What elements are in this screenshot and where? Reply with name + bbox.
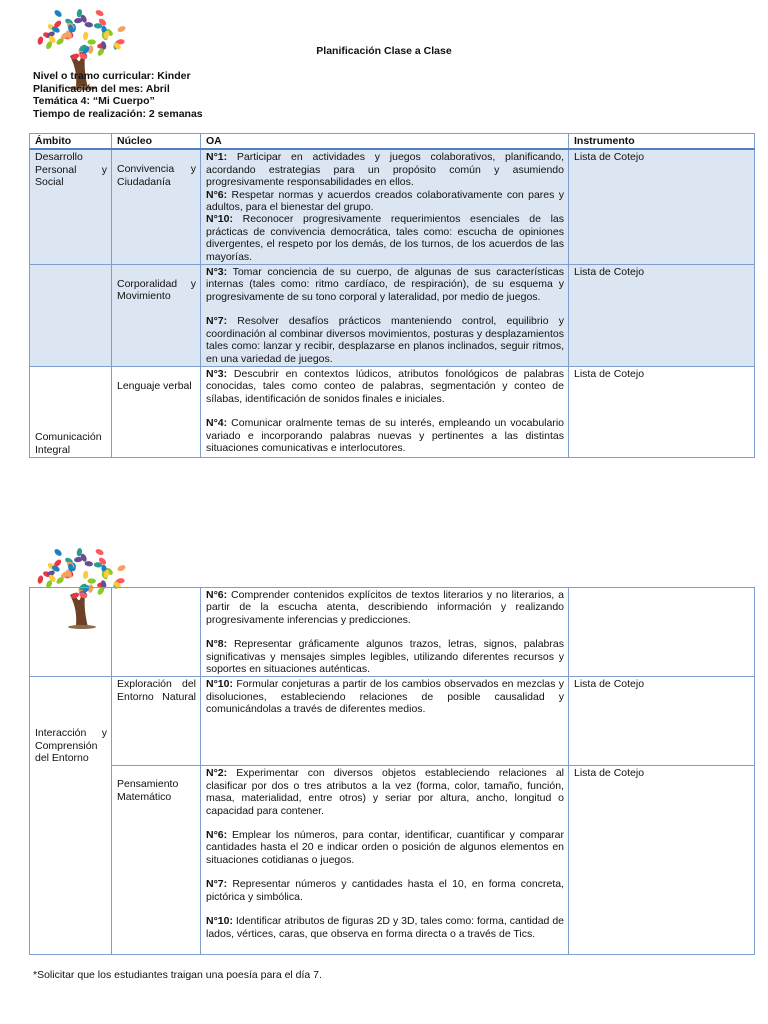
planificacion-line: Planificación del mes: Abril: [33, 82, 170, 95]
tree-leaf: [83, 31, 89, 40]
oa-item: [206, 829, 564, 866]
oa-text: Representar gráficamente algunos trazos, letras, signos, palabras significativas y mensajes simples legibles, utilizando diferentes recursos y soportes en situaciones auténticas.: [206, 638, 564, 676]
oa-number: N°1:: [206, 151, 228, 164]
tree-leaf: [84, 22, 93, 28]
oa-number: N°3:: [206, 266, 228, 279]
oa-number: N°6:: [206, 589, 228, 601]
tree-leaf: [88, 39, 96, 44]
nucleo-cell: Corporalidad y Movimiento: [112, 265, 201, 367]
instrumento-cell: Lista de Cotejo: [569, 677, 755, 766]
header-info: [33, 70, 203, 120]
instrumento-cell: Lista de Cotejo: [569, 366, 755, 457]
oa-text: Resolver desafíos prácticos manteniendo control, equilibrio y coordinación al combinar diversos movimientos, posturas y desplazamientos tales como: lanzar y recibir, desplazarse en planos inclinados, seguir ritmos, en una variedad de juegos.: [206, 315, 564, 365]
instrumento-cell: Lista de Cotejo: [569, 766, 755, 955]
nivel-line: Nivel o tramo curricular: Kinder: [33, 70, 191, 82]
tree-leaf: [117, 564, 127, 572]
oa-cell: [201, 366, 569, 457]
planning-table-2: [29, 587, 755, 955]
table-row: [30, 366, 755, 457]
tree-leaf: [37, 36, 44, 46]
tree-leaf: [95, 548, 105, 556]
oa-text: Representar números y cantidades hasta el 10, en forma concreta, pictórica y simbólica.: [206, 878, 564, 903]
oa-item: [206, 589, 564, 626]
oa-number: N°7:: [206, 315, 228, 328]
nucleo-cell: Convivencia y Ciudadanía: [112, 149, 201, 264]
ambito-cell: [30, 588, 112, 677]
table-row: [30, 588, 755, 677]
tree-leaf: [53, 9, 63, 18]
oa-item: [206, 266, 564, 303]
oa-item: [206, 638, 564, 675]
oa-text: Comprender contenidos explícitos de textos literarios y no literarios, a partir de la escucha atenta, describiendo información y realizando progresivamente inferencias y predicciones.: [206, 589, 564, 626]
oa-number: N°2:: [206, 767, 228, 780]
oa-item: [206, 315, 564, 365]
nucleo-cell: Lenguaje verbal: [112, 366, 201, 457]
oa-text: Formular conjeturas a partir de los cambios observados en mezclas y disoluciones, estableciendo relaciones de posible causalidad y comunicándolas a través de diferentes medios.: [206, 678, 564, 716]
table-row: [30, 766, 755, 955]
tree-leaf: [88, 578, 96, 583]
tematica-line: Temática 4: “Mi Cuerpo”: [33, 95, 155, 108]
tree-leaf: [83, 570, 89, 579]
oa-item: [206, 878, 564, 903]
column-header-oa: OA: [201, 134, 569, 150]
instrumento-cell: Lista de Cotejo: [569, 149, 755, 264]
planning-table-1: [29, 133, 755, 458]
nucleo-cell: Exploración del Entorno Natural: [112, 677, 201, 766]
oa-number: N°6:: [206, 188, 228, 201]
ambito-cell: Desarrollo Personal y Social: [30, 149, 112, 264]
oa-item: [206, 368, 564, 405]
table-row: [30, 149, 755, 264]
oa-item: [206, 213, 564, 263]
oa-item: [206, 189, 564, 214]
oa-item: [206, 915, 564, 940]
nucleo-cell: [112, 588, 201, 677]
oa-item: [206, 151, 564, 188]
ambito-label: Interacción y Comprensión del Entorno: [35, 727, 107, 765]
table-row: [30, 677, 755, 766]
tree-leaf: [95, 9, 105, 17]
tree-leaf: [53, 548, 63, 557]
instrumento-cell: Lista de Cotejo: [569, 265, 755, 367]
nucleo-cell: Pensamiento Matemático: [112, 766, 201, 955]
oa-number: N°6:: [206, 829, 228, 842]
oa-text: Comunicar oralmente temas de su interés, empleando un vocabulario variado e incorporando palabras nuevas y pertinentes a las distintas situaciones comunicativas e interlocutores.: [206, 417, 564, 454]
table-row: [30, 265, 755, 367]
oa-item: [206, 417, 564, 454]
oa-text: Reconocer progresivamente requerimientos esenciales de las prácticas de convivencia democrática, tales como: escucha de opiniones divergentes, el respeto por los demás, de los turnos, de los acuerdos de las mayorías.: [206, 213, 564, 263]
oa-cell: [201, 766, 569, 955]
oa-number: N°10:: [206, 915, 233, 928]
oa-text: Participar en actividades y juegos colaborativos, planificando, acordando estrategias para un propósito común y asumiendo progresivamente responsabilidades en ellos.: [206, 151, 564, 189]
oa-text: Descubrir en contextos lúdicos, atributos fonológicos de palabras conocidas, tales como conteo de palabras, segmentación y conteo de sílabas, identificación de sonidos finales e iniciales.: [206, 367, 564, 405]
oa-item: [206, 678, 564, 715]
oa-number: N°10:: [206, 678, 233, 691]
footnote: *Solicitar que los estudiantes traigan una poesía para el día 7.: [33, 969, 322, 981]
tiempo-line: Tiempo de realización: 2 semanas: [33, 107, 203, 120]
column-header-ambito: Ámbito: [30, 134, 112, 150]
oa-text: Emplear los números, para contar, identificar, cuantificar y comparar cantidades hasta el 20 e indicar orden o posición de algunos elementos en situaciones cotidianas o juegos.: [206, 829, 564, 866]
oa-cell: [201, 588, 569, 677]
oa-number: N°3:: [206, 367, 228, 380]
tree-leaf: [84, 561, 93, 567]
oa-number: N°8:: [206, 638, 228, 651]
ambito-cell: [30, 265, 112, 367]
tree-leaf: [117, 25, 127, 33]
column-header-instrumento: Instrumento: [569, 134, 755, 150]
column-header-nucleo: Núcleo: [112, 134, 201, 150]
ambito-cell: Comunicación Integral: [30, 366, 112, 457]
oa-cell: [201, 149, 569, 264]
oa-cell: [201, 677, 569, 766]
oa-text: Identificar atributos de figuras 2D y 3D, tales como: forma, cantidad de lados, vértices, caras, que observa en forma directa o a través de Tics.: [206, 915, 564, 940]
tree-leaf: [37, 575, 44, 585]
ambito-cell: [30, 677, 112, 955]
oa-number: N°7:: [206, 878, 228, 891]
oa-text: Experimentar con diversos objetos estableciendo relaciones al clasificar por dos o tres atributos a la vez (forma, color, tamaño, función, masa, materialidad, entre otros) y seriar por altura, ancho, longitud o capacidad para contener.: [206, 767, 564, 817]
oa-cell: [201, 265, 569, 367]
page-title: Planificación Clase a Clase: [316, 45, 452, 57]
oa-number: N°4:: [206, 417, 228, 430]
oa-number: N°10:: [206, 213, 233, 226]
oa-text: Tomar conciencia de su cuerpo, de algunas de sus características internas (tales como: ritmo cardíaco, de respiración), de su esquema y progresivamente de su tono corporal y lateralidad, por medio de juegos.: [206, 266, 564, 303]
oa-text: Respetar normas y acuerdos creados colaborativamente con pares y adultos, para el bienestar del grupo.: [206, 188, 564, 214]
oa-item: [206, 767, 564, 817]
instrumento-cell: [569, 588, 755, 677]
